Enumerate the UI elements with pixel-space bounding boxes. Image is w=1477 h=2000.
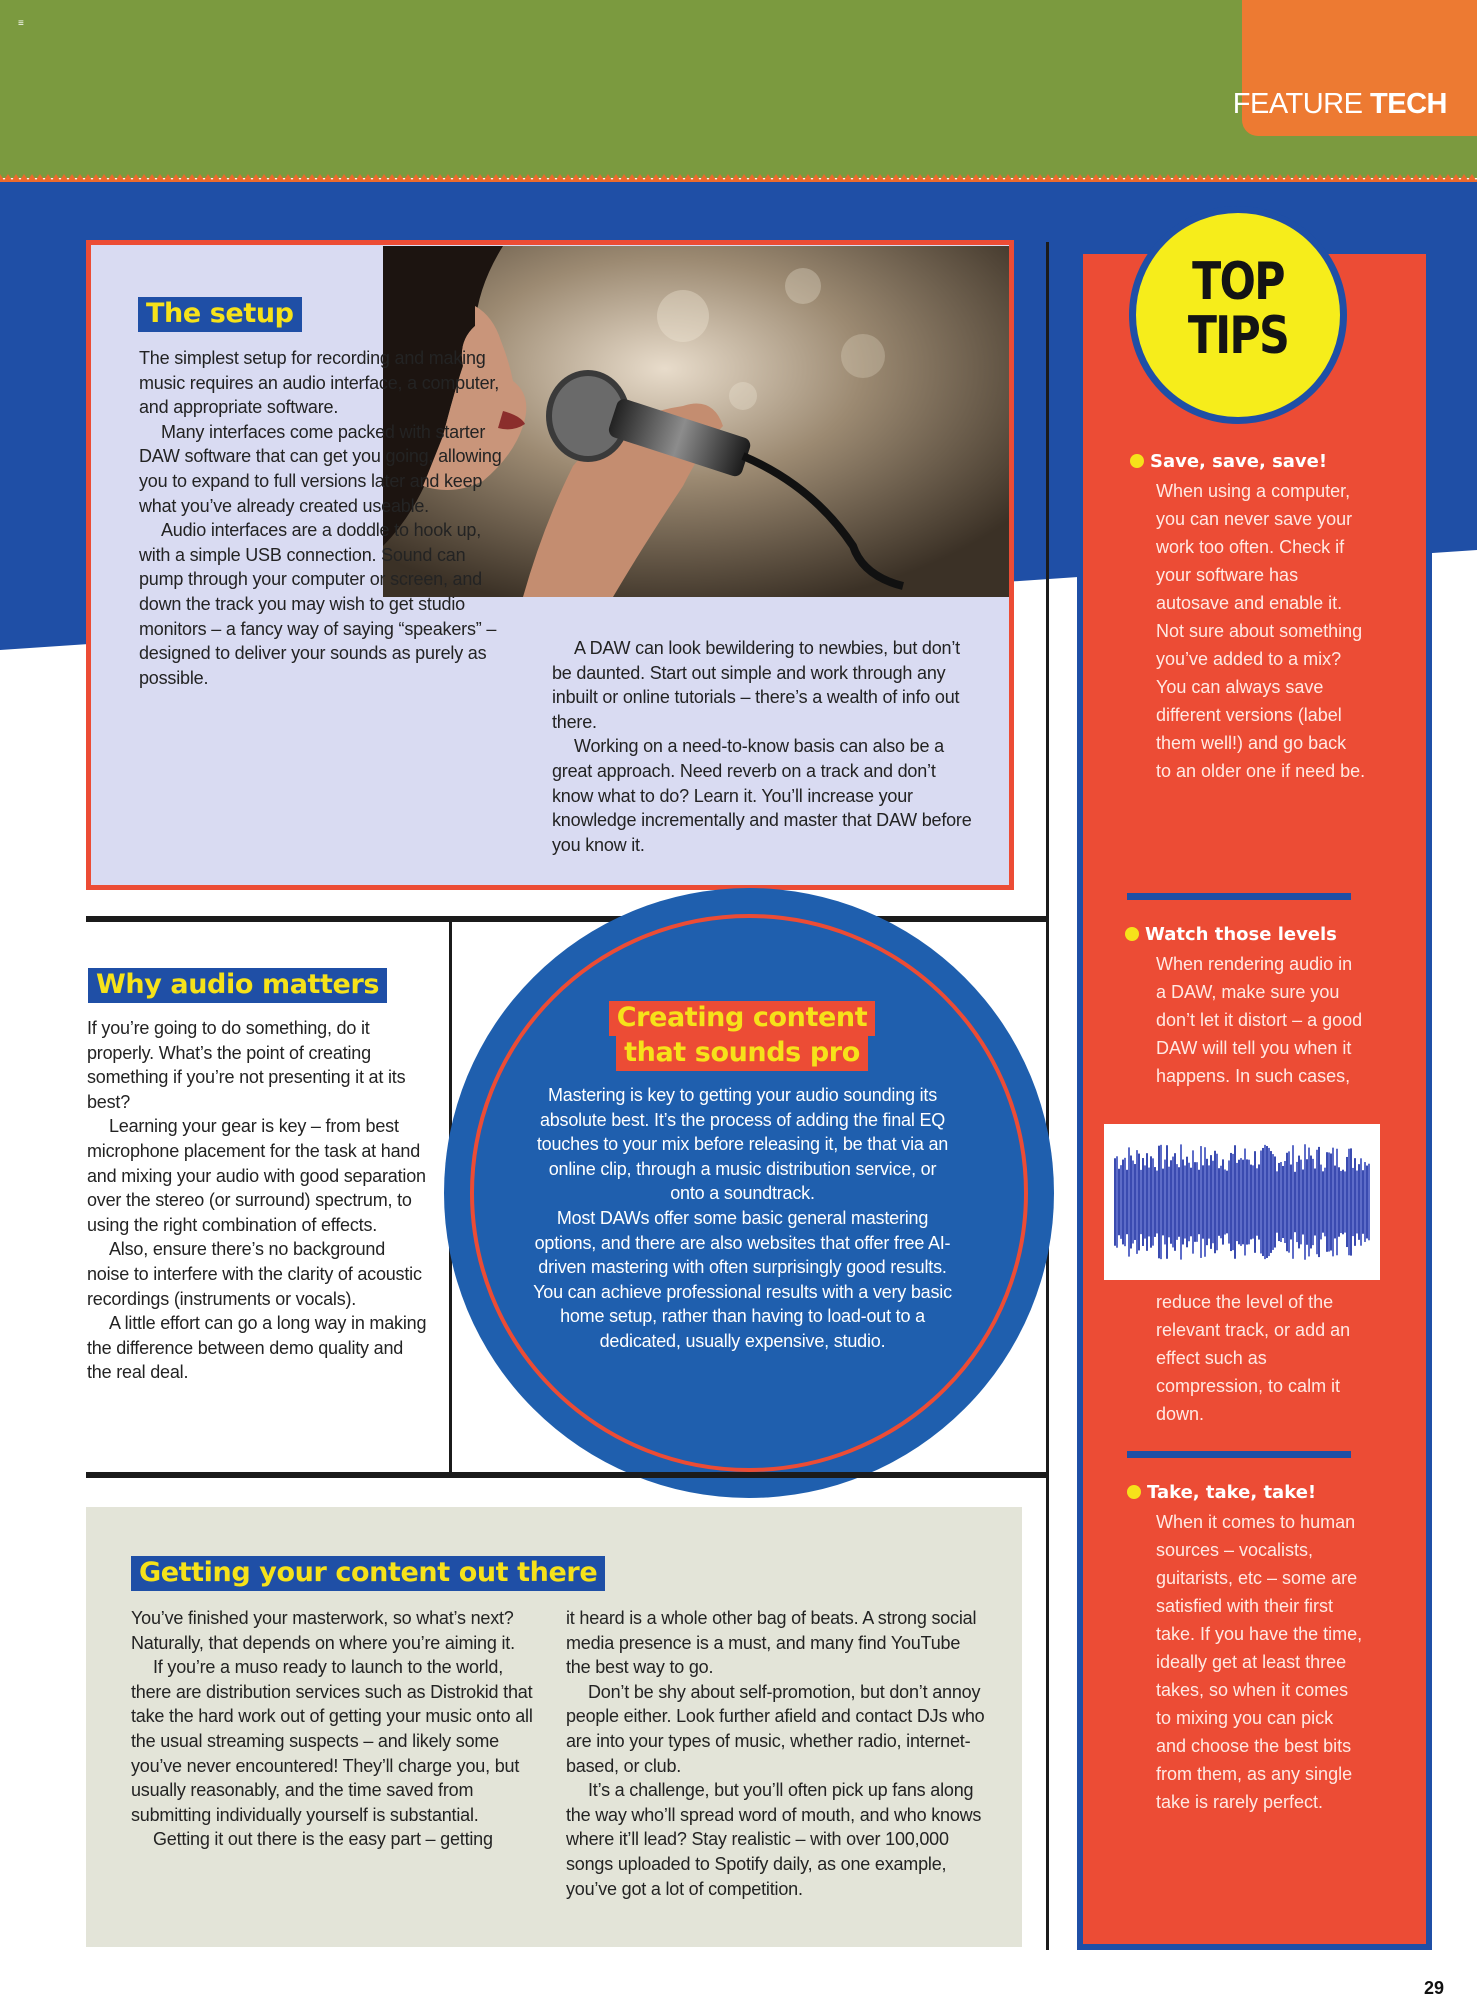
waveform-bar [1286,1153,1288,1251]
tip-separator [1127,1451,1351,1458]
waveform-bar [1206,1159,1208,1245]
waveform-bar [1154,1167,1156,1237]
waveform-bar [1170,1160,1172,1243]
paragraph: Also, ensure there’s no background noise to interfere with the clarity of acoustic recordings (instruments or vocals). [87,1239,422,1309]
waveform-bar [1136,1150,1138,1254]
waveform-bar [1280,1162,1282,1242]
waveform-bar [1152,1158,1154,1245]
getting-content-out-heading: Getting your content out there [131,1556,605,1591]
setup-right-column [552,636,972,857]
creating-content-text [530,1083,955,1354]
waveform-bar [1346,1157,1348,1247]
getting-out-left-column [131,1606,537,1852]
waveform-bar [1176,1164,1178,1240]
paragraph: it heard is a whole other bag of beats. A strong social media presence is a must, and many find YouTube the best way to go. [566,1608,977,1678]
waveform-bar [1156,1171,1158,1234]
waveform-bar [1270,1151,1272,1253]
waveform-bar [1212,1161,1214,1243]
waveform-bar [1198,1170,1200,1234]
waveform-bar [1114,1158,1116,1245]
section-label: FEATURE TECH [1232,88,1447,120]
paragraph: You’ve finished your masterwork, so what’s next? Naturally, that depends on where you’re aiming it. [131,1608,515,1653]
paragraph: If you’re a muso ready to launch to the world, there are distribution services such as Distrokid that take the hard work out of getting your music onto all the usual streaming suspects – and likely some you’ve never encountered! They’ll charge you, but usually reasonably, and the time saved from submitting individually yourself is substantial. [131,1657,533,1825]
waveform-bar [1266,1146,1268,1258]
getting-out-right-column [566,1606,986,1901]
waveform-bar [1164,1160,1166,1245]
waveform-bar [1208,1165,1210,1238]
waveform-bar [1216,1154,1218,1251]
waveform-bar [1226,1171,1228,1234]
waveform-bar [1122,1160,1124,1245]
waveform-bar [1316,1150,1318,1254]
tip-body: When it comes to human sources – vocalists, guitarists, etc – some are satisfied with their first take. If you have the time, ideally get at least three takes, so when it comes to mixing you can pick and choose the best bits from them, as any single take is rarely perfect. [1156,1512,1363,1812]
top-tips-badge-text: TOP TIPS [1187,252,1289,366]
waveform-bar [1120,1165,1122,1239]
waveform-bar [1274,1156,1276,1247]
waveform-bar [1144,1165,1146,1238]
waveform-bar [1364,1162,1366,1242]
tip-body: When rendering audio in a DAW, make sure you don’t let it distort – a good DAW will tell you when it happens. In such cases, [1156,954,1363,1086]
page-number: 29 [1424,1978,1445,1998]
waveform-bar [1366,1166,1368,1239]
why-audio-text [87,1016,427,1385]
waveform-bar [1210,1155,1212,1249]
paragraph: Getting it out there is the easy part – getting [153,1829,493,1850]
waveform-bar [1230,1153,1232,1251]
waveform-bar [1162,1169,1164,1236]
waveform-bar [1312,1159,1314,1245]
waveform-bar [1320,1165,1322,1240]
waveform-bar [1308,1148,1310,1257]
waveform-bar [1124,1158,1126,1246]
waveform-bar [1190,1168,1192,1237]
setup-heading: The setup [138,297,302,332]
waveform-bar [1318,1147,1320,1257]
waveform-bar [1196,1162,1198,1242]
waveform-bar [1138,1154,1140,1251]
waveform-bar [1148,1168,1150,1237]
waveform-bar [1268,1148,1270,1256]
waveform-bar [1194,1162,1196,1242]
paragraph: Don’t be shy about self-promotion, but don’t annoy people either. Look further afield and contact DJs who are into your types of music, whether radio, internet-based, or club. [566,1681,985,1776]
tip-separator [1127,893,1351,900]
tip-heading: Take, take, take! [1127,1482,1316,1503]
waveform-bar [1336,1149,1338,1256]
waveform-bar [1250,1165,1252,1240]
waveform-bar [1244,1149,1246,1256]
waveform-bar [1128,1147,1130,1256]
waveform-bar [1272,1154,1274,1250]
waveform-bar [1168,1167,1170,1238]
waveform-bar [1284,1161,1286,1243]
waveform-bar [1184,1165,1186,1238]
waveform-bar [1188,1163,1190,1242]
tip-body: When using a computer, you can never save your work too often. Check if your software has autosave and enable it. Not sure about something you’ve added to a mix? You can always save different versions (label them well!) and go back to an older one if need be. [1156,481,1366,781]
waveform-bar [1146,1153,1148,1251]
waveform-bar [1342,1170,1344,1235]
waveform-bar [1236,1163,1238,1241]
waveform-bar [1202,1165,1204,1238]
divider-line [86,916,1046,922]
waveform-bar [1354,1158,1356,1246]
waveform-bar [1344,1171,1346,1232]
waveform-bar [1276,1171,1278,1232]
waveform-bar [1254,1151,1256,1253]
waveform-bar [1294,1172,1296,1232]
waveform-image [1114,1138,1370,1266]
waveform-bar [1252,1165,1254,1238]
waveform-bar [1224,1169,1226,1234]
tip-heading: Watch those levels [1125,924,1337,945]
waveform-bar [1348,1149,1350,1256]
waveform-bar [1260,1151,1262,1254]
waveform-bar [1180,1144,1182,1259]
setup-left-column [139,346,509,690]
waveform-bar [1116,1156,1118,1247]
waveform-bar [1214,1151,1216,1253]
waveform-bar [1334,1166,1336,1239]
waveform-bar [1330,1154,1332,1251]
waveform-bar [1238,1160,1240,1245]
waveform-bar [1322,1171,1324,1232]
why-audio-heading: Why audio matters [88,968,387,1003]
paragraph: A little effort can go a long way in making the difference between demo quality and the real deal. [87,1313,427,1383]
waveform-bar [1338,1167,1340,1236]
waveform-bar [1310,1156,1312,1249]
waveform-bar [1246,1159,1248,1244]
paragraph: A DAW can look bewildering to newbies, but don’t be daunted. Start out simple and work through any inbuilt or online tutorials – there’s a wealth of info out there. [552,638,960,732]
waveform-bar [1160,1145,1162,1259]
waveform-bar [1142,1158,1144,1246]
waveform-bar [1300,1160,1302,1245]
paragraph: Audio interfaces are a doddle to hook up, with a simple USB connection. Sound can pump through your computer or screen, and down the track you may wish to get studio monitors – a fancy way of saying “speakers” – designed to deliver your sounds as purely as possible. [139,520,497,688]
waveform-bar [1362,1170,1364,1234]
paragraph: Mastering is key to getting your audio sounding its absolute best. It’s the process of adding the final EQ touches to your mix before releasing it, be that via an online clip, through a music distribution service, or onto a soundtrack. [536,1085,949,1204]
waveform-bar [1192,1150,1194,1253]
waveform-bar [1240,1158,1242,1246]
waveform-bar [1328,1152,1330,1251]
waveform-bar [1134,1164,1136,1240]
waveform-bar [1278,1163,1280,1241]
waveform-bar [1126,1170,1128,1234]
paragraph: Many interfaces come packed with starter DAW software that can get you going, allowing you to expand to full versions later and keep what you’ve already created useable. [139,421,502,516]
paragraph: Working on a need-to-know basis can also be a great approach. Need reverb on a track and don’t know what to do? Learn it. You’ll increase your knowledge incrementally and master that DAW before you know it. [552,736,972,855]
bullet-icon [1127,1485,1141,1499]
waveform-bar [1340,1171,1342,1233]
waveform-bar [1282,1166,1284,1238]
waveform-bar [1314,1168,1316,1235]
waveform-bar [1296,1162,1298,1242]
bullet-icon [1130,454,1144,468]
waveform-bar [1166,1145,1168,1259]
bullet-icon [1125,927,1139,941]
waveform-bar [1290,1165,1292,1240]
waveform-bar [1204,1147,1206,1257]
waveform-bar [1178,1167,1180,1237]
waveform-bar [1306,1159,1308,1245]
waveform-bar [1258,1164,1260,1239]
paragraph: You can achieve professional results with a very basic home setup, rather than having to load-out to a dedicated, usually expensive, studio. [533,1281,952,1351]
waveform-bar [1324,1168,1326,1237]
waveform-bar [1218,1168,1220,1236]
waveform-bar [1150,1156,1152,1247]
paragraph: Most DAWs offer some basic general mastering options, and there are also websites that offer free AI-driven mastering with often surprisingly good results. [534,1207,951,1278]
waveform-bar [1304,1144,1306,1259]
waveform-bar [1292,1145,1294,1259]
divider-line [86,1472,1046,1478]
waveform-bar [1140,1170,1142,1234]
waveform-bar [1232,1154,1234,1250]
waveform-bar [1326,1152,1328,1252]
divider-line [1046,242,1049,1950]
waveform-bar [1248,1160,1250,1245]
waveform-bar [1262,1148,1264,1256]
waveform-bar [1332,1148,1334,1257]
waveform-bar [1302,1169,1304,1234]
waveform-bar [1220,1166,1222,1239]
waveform-bar [1130,1155,1132,1248]
waveform-bar [1182,1160,1184,1245]
waveform-bar [1288,1151,1290,1252]
waveform-bar [1174,1153,1176,1251]
waveform-bar [1350,1148,1352,1255]
waveform-bar [1186,1157,1188,1248]
creating-content-heading: Creating content that sounds pro [560,1001,924,1071]
tip-heading: Save, save, save! [1130,451,1327,472]
tip-body: reduce the level of the relevant track, or add an effect such as compression, to calm it down. [1156,1292,1351,1424]
waveform-bar [1360,1158,1362,1245]
waveform-bar [1256,1168,1258,1235]
paragraph: If you’re going to do something, do it properly. What’s the point of creating something if you’re not presenting it at its best? [87,1018,406,1112]
paragraph: The simplest setup for recording and making music requires an audio interface, a computer, and appropriate software. [139,348,499,418]
waveform-bar [1298,1156,1300,1249]
waveform-bar [1368,1164,1370,1241]
waveform-bar [1172,1157,1174,1248]
menu-icon: ≡ [18,18,24,29]
waveform-bar [1242,1160,1244,1245]
waveform-bar [1352,1168,1354,1236]
waveform-bar [1228,1160,1230,1243]
waveform-bar [1358,1164,1360,1240]
waveform-bar [1356,1171,1358,1234]
waveform-bar [1222,1159,1224,1244]
paragraph: Learning your gear is key – from best microphone placement for the task at hand and mixing your audio with good separation over the stereo (or surround) spectrum, to using the right combination of effects. [87,1116,426,1235]
waveform-bar [1200,1146,1202,1258]
paragraph: It’s a challenge, but you’ll often pick up fans along the way who’ll spread word of mouth, and who knows where it’ll lead? Stay realistic – with over 100,000 songs uploaded to Spotify daily, as one example, you’ve got a lot of competition. [566,1780,982,1899]
waveform-bar [1158,1146,1160,1259]
waveform-bar [1118,1169,1120,1235]
zigzag-edge [0,174,1477,182]
waveform-bar [1132,1160,1134,1243]
waveform-bar [1264,1145,1266,1259]
waveform-bar [1234,1145,1236,1258]
